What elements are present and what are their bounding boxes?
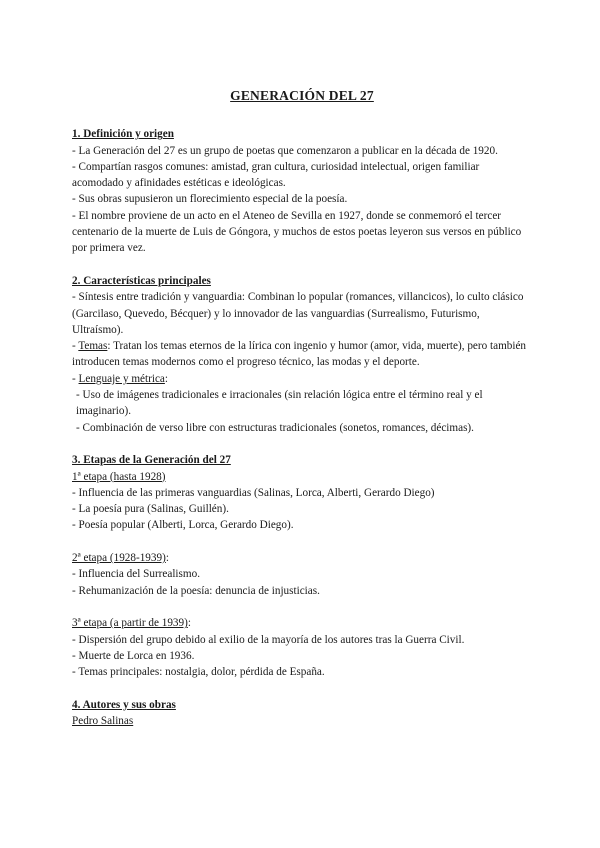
etapa-2-item: - Rehumanización de la poesía: denuncia de injusticias. bbox=[72, 584, 320, 597]
etapa-3-item: - Dispersión del grupo debido al exilio de la mayoría de los autores tras la Guerra Civil. bbox=[72, 633, 465, 646]
etapa-2-line: 2ª etapa (1928-1939): bbox=[72, 552, 169, 565]
etapa-3-item: - Muerte de Lorca en 1936. bbox=[72, 649, 195, 662]
section-4-heading: 4. Autores y sus obras bbox=[72, 698, 176, 711]
etapa-1-item: - La poesía pura (Salinas, Guillén). bbox=[72, 503, 229, 516]
s2-lenguaje bbox=[72, 371, 532, 387]
s1-item: - Sus obras supusieron un florecimiento especial de la poesía. bbox=[72, 193, 348, 206]
section-2-heading: 2. Características principales bbox=[72, 274, 211, 287]
temas-text: : Tratan los temas eternos de la lírica con ingenio y humor (amor, vida, muerte), pero también introducen temas modernos como el progreso técnico, las modas y el deporte. bbox=[72, 340, 527, 369]
author-name: Pedro Salinas bbox=[72, 714, 134, 727]
lenguaje-colon: : bbox=[164, 372, 168, 385]
etapa-1-item: - Poesía popular (Alberti, Lorca, Gerardo Diego). bbox=[72, 519, 294, 532]
etapa-2-item: - Influencia del Surrealismo. bbox=[72, 568, 200, 581]
lenguaje-label: Lenguaje y métrica bbox=[78, 372, 165, 385]
etapa-3-label: 3ª etapa (a partir de 1939) bbox=[72, 617, 188, 630]
s2-sub-item: - Combinación de verso libre con estructuras tradicionales (sonetos, romances, décimas). bbox=[76, 421, 474, 434]
etapa-2-label: 2ª etapa (1928-1939) bbox=[72, 552, 166, 565]
s2-sintesis: - Síntesis entre tradición y vanguardia: Combinan lo popular (romances, villancicos), lo culto clásico (Garcilaso, Quevedo, Bécquer) y lo innovador de las vanguardias (Surrealismo, Futurismo, Ultraísmo). bbox=[72, 291, 524, 336]
document-page bbox=[72, 88, 532, 729]
temas-label: Temas bbox=[78, 340, 108, 353]
etapa-3-line: 3ª etapa (a partir de 1939): bbox=[72, 617, 191, 630]
s1-item: - Compartían rasgos comunes: amistad, gran cultura, curiosidad intelectual, origen familiar acomodado y afinidades estéticas e ideológicas. bbox=[72, 160, 480, 190]
s2-temas bbox=[72, 338, 532, 371]
etapa-1-item: - Influencia de las primeras vanguardias (Salinas, Lorca, Alberti, Gerardo Diego) bbox=[72, 486, 435, 499]
s1-item: - El nombre proviene de un acto en el Ateneo de Sevilla en 1927, donde se conmemoró el tercer centenario de la muerte de Luis de Góngora, y muchos de estos poetas leyeron sus versos en público por primera vez. bbox=[72, 209, 522, 255]
s1-item: - La Generación del 27 es un grupo de poetas que comenzaron a publicar en la década de 1920. bbox=[72, 144, 498, 157]
etapa-1-label: 1ª etapa (hasta 1928) bbox=[72, 470, 166, 483]
s2-sub-item: - Uso de imágenes tradicionales e irracionales (sin relación lógica entre el término real y el imaginario). bbox=[76, 389, 483, 418]
temas-prefix: - bbox=[72, 340, 79, 353]
section-1-heading: 1. Definición y origen bbox=[72, 128, 174, 141]
etapa-3-item: - Temas principales: nostalgia, dolor, pérdida de España. bbox=[72, 666, 325, 679]
lenguaje-prefix: - bbox=[72, 372, 79, 385]
page-title: GENERACIÓN DEL 27 bbox=[230, 88, 374, 103]
section-3-heading: 3. Etapas de la Generación del 27 bbox=[72, 454, 231, 467]
